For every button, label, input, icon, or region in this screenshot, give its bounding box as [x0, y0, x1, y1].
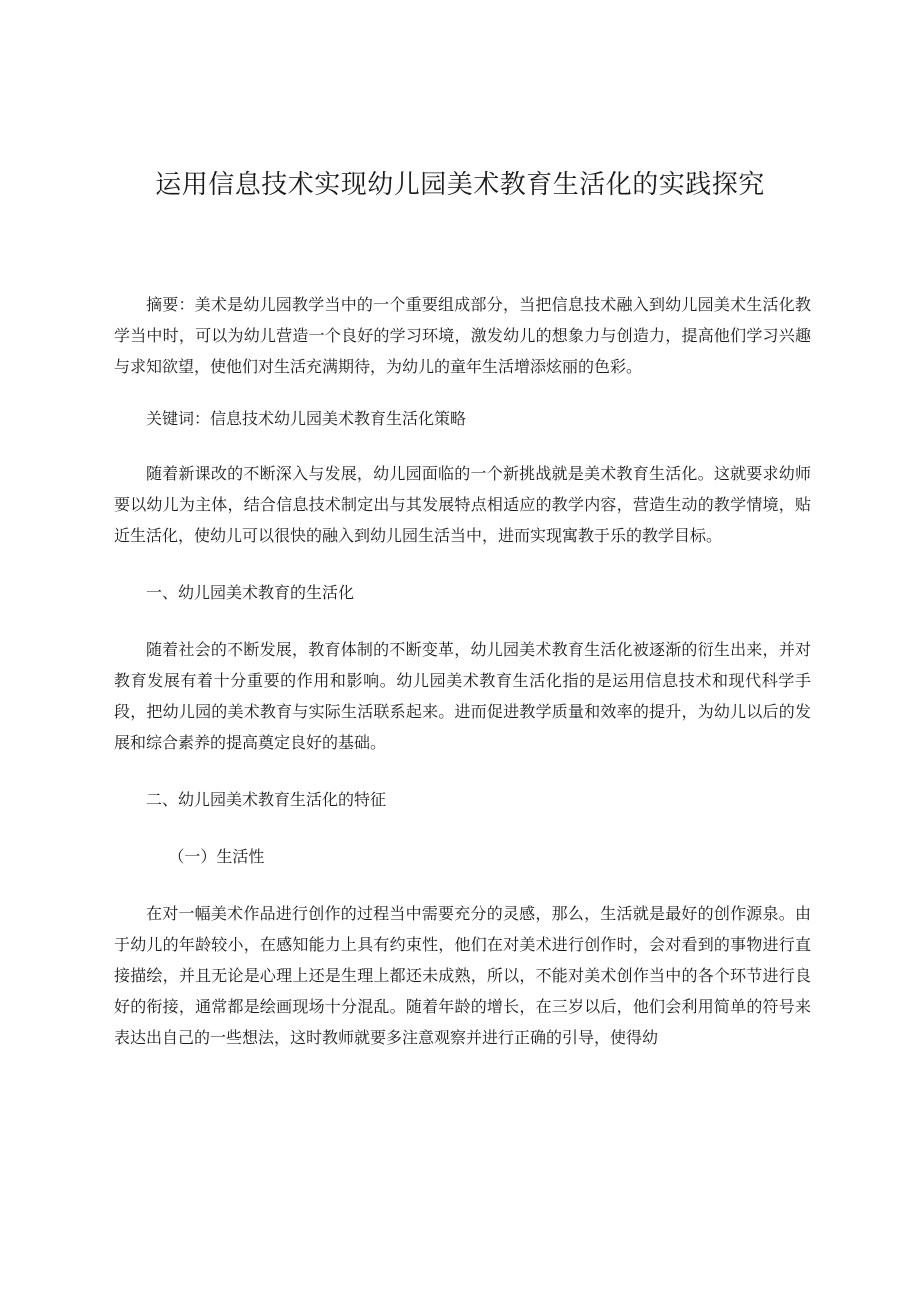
intro-paragraph: 随着新课改的不断深入与发展，幼儿园面临的一个新挑战就是美术教育生活化。这就要求幼师要以幼儿为主体，结合信息技术制定出与其发展特点相适应的教学内容，营造生动的教学情境，贴近生活化，使幼儿可以很快的融入到幼儿园生活当中，进而实现寓教于乐的教学目标。: [114, 464, 811, 545]
abstract-paragraph: 摘要：美术是幼儿园教学当中的一个重要组成部分，当把信息技术融入到幼儿园美术生活化教学当中时，可以为幼儿营造一个良好的学习环境，激发幼儿的想象力与创造力，提高他们学习兴趣与求知欲望，使他们对生活充满期待，为幼儿的童年生活增添炫丽的色彩。: [114, 295, 811, 376]
subsection-1-paragraph: 在对一幅美术作品进行创作的过程当中需要充分的灵感，那么，生活就是最好的创作源泉。由于幼儿的年龄较小，在感知能力上具有约束性，他们在对美术进行创作时，会对看到的事物进行直接描绘，并且无论是心理上还是生理上都还未成熟，所以，不能对美术创作当中的各个环节进行良好的衔接，通常都是绘画现场十分混乱。随着年龄的增长，在三岁以后，他们会利用简单的符号来表达出自己的一些想法，这时教师就要多注意观察并进行正确的引导，使得幼: [114, 904, 811, 1047]
document-title: 运用信息技术实现幼儿园美术教育生活化的实践探究: [155, 170, 765, 200]
section-heading-1: 一、幼儿园美术教育的生活化: [146, 583, 355, 602]
subsection-heading-1: （一）生活性: [168, 847, 265, 866]
document-body: [114, 289, 811, 1053]
section-heading-2: 二、幼儿园美术教育生活化的特征: [146, 790, 387, 809]
section-1-paragraph: 随着社会的不断发展，教育体制的不断变革，幼儿园美术教育生活化被逐渐的衍生出来，并对教育发展有着十分重要的作用和影响。幼儿园美术教育生活化指的是运用信息技术和现代科学手段，把幼儿园的美术教育与实际生活联系起来。进而促进教学质量和效率的提升，为幼儿以后的发展和综合素养的提高奠定良好的基础。: [114, 640, 811, 752]
keywords-paragraph: 关键词：信息技术幼儿园美术教育生活化策略: [146, 409, 467, 428]
